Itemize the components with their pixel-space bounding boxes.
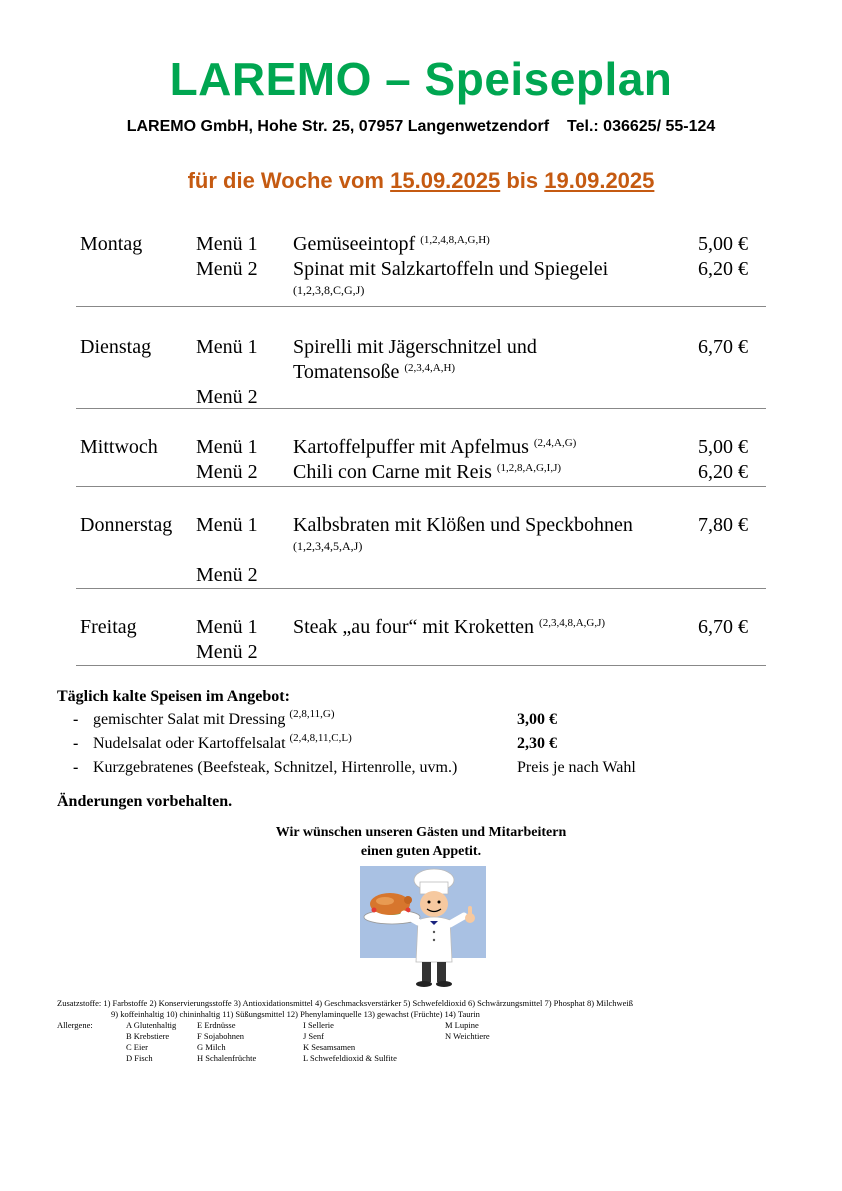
dish: Steak „au four“ mit Kroketten $^{(2,3,4,8,A,G,J)}$ [293,616,606,638]
menu-label: Menü 1 [196,514,258,536]
price: 7,80 € [698,514,748,536]
price: 6,20 € [698,258,748,280]
allergen-codes: (1,2,3,8,C,G,J) [293,283,365,297]
price: 3,00 € [517,711,557,728]
allergen-codes: (2,3,4,A,H) [404,362,456,374]
additives-line-1: Zusatzstoffe: 1) Farbstoffe 2) Konservierungsstoffe 3) Antioxidationsmittel 4) Geschmacksverstärker 5) Schwefeldioxid 6) Schwärzungsmittel 7) Phosphat 8) Milchweiß [57,998,633,1008]
price: 5,00 € [698,233,748,255]
day-name: Mittwoch [80,436,158,458]
day-block-dienstag [76,307,766,409]
notice: Änderungen vorbehalten. [57,793,233,810]
day-name: Dienstag [80,336,152,358]
price: 6,70 € [698,616,748,638]
dish-continued: Tomatensoße $^{(2,3,4,A,H)}$ [293,361,456,383]
day-name: Montag [80,233,143,255]
list-item: - gemischter Salat mit Dressing $^{(2,8,11,G)}$ 3,00 € [57,708,757,732]
dish: Kartoffelpuffer mit Apfelmus $^{(2,4,A,G)}$ [293,436,577,458]
menu-label: Menü 1 [196,233,258,255]
day-name: Freitag [80,616,137,638]
list-item: - Kurzgebratenes (Beefsteak, Schnitzel, Hirtenrolle, uvm.) Preis je nach Wahl [57,756,757,780]
dish: Kalbsbraten mit Klößen und Speckbohnen [293,514,633,536]
menu-label: Menü 2 [196,258,258,280]
day-block-montag [76,226,766,307]
dish: Chili con Carne mit Reis $^{(1,2,8,A,G,I,J)}$ [293,461,562,483]
allergen-codes: (2,4,A,G) [533,437,577,449]
price: 2,30 € [517,735,557,752]
date-from: 15.09.2025 [390,168,501,193]
day-name: Donnerstag [80,514,173,536]
allergen-codes: (1,2,8,A,G,I,J) [496,462,562,474]
list-item: - Nudelsalat oder Kartoffelsalat $^{(2,4,8,11,C,L)}$ 2,30 € [57,732,757,756]
company-phone: Tel.: 036625/ 55-124 [567,118,716,135]
greeting: Wir wünschen unseren Gästen und Mitarbeitern einen guten Appetit. [275,825,567,859]
menu-label: Menü 2 [196,641,258,663]
cold-heading: Täglich kalte Speisen im Angebot: [57,688,290,705]
menu-label: Menü 2 [196,564,258,586]
allergen-legend: Allergene: A Glutenhaltig B Krebstiere C Eier D Fisch E Erdnüsse F Sojabohnen G Milch H Schalenfrüchte I Sellerie J Senf K Sesamsamen L Schwefeldioxid & Sulfite M Lupine N Weichtiere [57,1020,490,1063]
menu-label: Menü 1 [196,436,258,458]
date-to: 19.09.2025 [544,168,655,193]
allergen-codes: (2,4,8,11,C,L) [289,732,352,744]
week-range [0,168,842,194]
allergen-codes: (2,8,11,G) [289,708,335,720]
weekly-menu [76,226,766,666]
menu-label: Menü 1 [196,616,258,638]
dish: Spinat mit Salzkartoffeln und Spiegelei [293,258,609,280]
price: 6,70 € [698,336,748,358]
day-block-donnerstag [76,487,766,589]
menu-label: Menü 2 [196,386,258,408]
allergen-codes: (2,3,4,8,A,G,J) [539,617,606,629]
day-block-mittwoch [76,409,766,487]
week-prefix: für die Woche vom [187,168,384,193]
cold-dishes [57,686,757,780]
chef-with-roast-chicken-icon [360,866,486,988]
additives-line-2: 9) koffeinhaltig 10) chininhaltig 11) Süßungsmittel 12) Phenylaminquelle 13) gewachst (Früchte) 14) Taurin [111,1009,480,1019]
price: Preis je nach Wahl [517,759,636,776]
menu-label: Menü 2 [196,461,258,483]
day-block-freitag [76,589,766,666]
company-line [0,118,842,136]
price: 5,00 € [698,436,748,458]
menu-label: Menü 1 [196,336,258,358]
dish: Spirelli mit Jägerschnitzel und [293,336,537,358]
legend [57,998,777,1064]
dish: Gemüseeintopf $^{(1,2,4,8,A,G,H)}$ [293,233,490,255]
page-title: LAREMO – Speiseplan [169,53,673,105]
price: 6,20 € [698,461,748,483]
company-address: LAREMO GmbH, Hohe Str. 25, 07957 Langenwetzendorf [126,118,550,135]
week-mid: bis [506,168,539,193]
allergen-codes: (1,2,4,8,A,G,H) [420,234,490,246]
allergen-codes: (1,2,3,4,5,A,J) [293,539,363,553]
